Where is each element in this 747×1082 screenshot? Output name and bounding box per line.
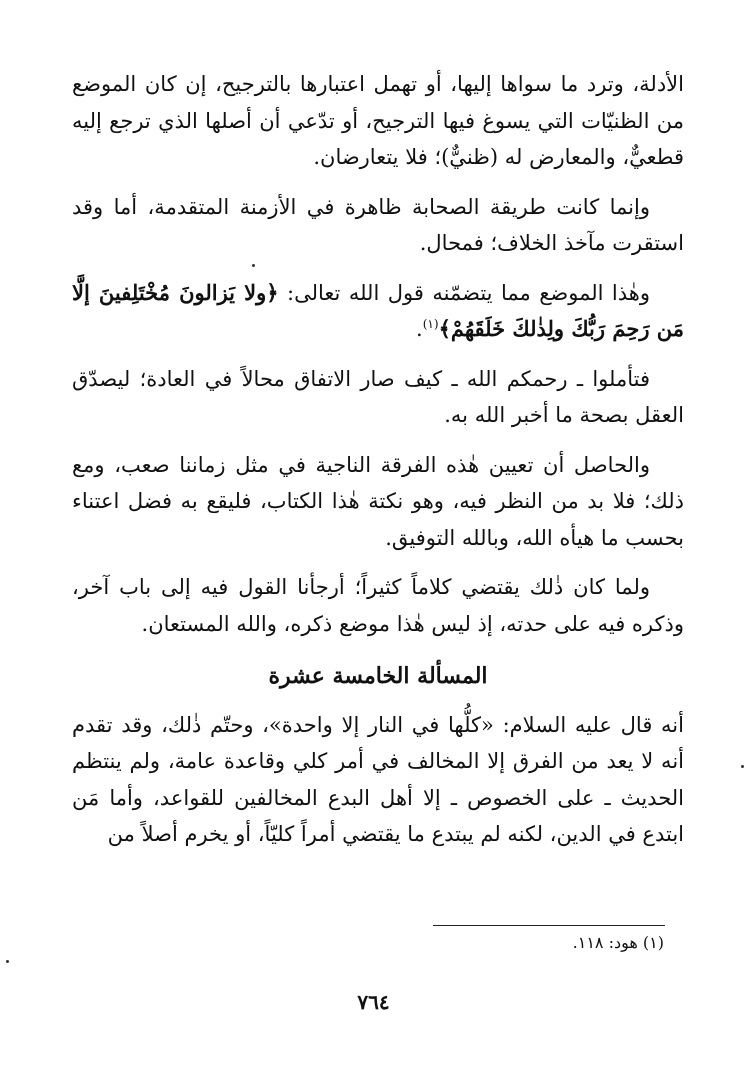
paragraph-6: أنه قال عليه السلام: «كلُّها في النار إلا واحدة»، وحتّم ذٰلك، وقد تقدم أنه لا يعد من الفرق إلا المخالف في أمر كلي وقاعدة عامة، ولم ينتظم الحديث ـ على الخصوص ـ إلا أهل البدع المخالفين للقواعد، وأما مَن ابتدع في الدين، لكنه لم يبتدع ما يقتضي أمراً كليّاً، أو يخرم أصلاً من — [72, 712, 684, 846]
verse-intro: وهٰذا الموضع مما يتضمّنه قول الله تعالى: — [287, 280, 650, 305]
footnote-divider — [433, 925, 665, 926]
main-text — [72, 66, 684, 853]
paragraph-2: وإنما كانت طريقة الصحابة ظاهرة في الأزمنة المتقدمة، أما وقد استقرت مآخذ الخلاف؛ فمحال. — [72, 194, 684, 255]
paragraph-3: فتأملوا ـ رحمكم الله ـ كيف صار الاتفاق محالاً في العادة؛ ليصدّق العقل بصحة ما أخبر الله به. — [72, 366, 684, 427]
scan-speck — [741, 765, 744, 768]
footnote-ref: (١) — [422, 317, 439, 331]
scan-speck — [252, 264, 255, 267]
scan-speck — [6, 960, 9, 963]
verse-end: . — [416, 317, 423, 341]
paragraph-4: والحاصل أن تعيين هٰذه الفرقة الناجية في مثل زماننا صعب، ومع ذلك؛ فلا بد من النظر فيه، وهو نكتة هٰذا الكتاب، فليقع به فضل اعتناء بحسب ما هيأه الله، وبالله التوفيق. — [72, 452, 684, 550]
paragraph-verse — [72, 275, 684, 348]
section-heading: المسألة الخامسة عشرة — [268, 663, 488, 689]
page-number: ٧٦٤ — [357, 990, 390, 1014]
paragraph-1: الأدلة، وترد ما سواها إليها، أو تهمل اعتبارها بالترجيح، إن كان الموضع من الظنيّات التي يسوغ فيها الترجيح، أو تدّعي أن أصلها الذي ترجع إليه قطعيٌّ، والمعارض له (ظنيٌّ)؛ فلا يتعارضان. — [72, 72, 684, 169]
quran-verse: ﴿ولا يَزالونَ مُخْتَلِفينَ إلَّا مَن رَحِمَ رَبُّكَ ولِذٰلكَ خَلَقَهُمْ﴾ — [72, 279, 684, 341]
paragraph-5: ولما كان ذٰلك يقتضي كلاماً كثيراً؛ أرجأنا القول فيه إلى باب آخر، وذكره فيه على حدته، إذ ليس هٰذا موضع ذكره، والله المستعان. — [72, 575, 684, 636]
footnote: (١) هود: ١١٨. — [572, 933, 664, 952]
